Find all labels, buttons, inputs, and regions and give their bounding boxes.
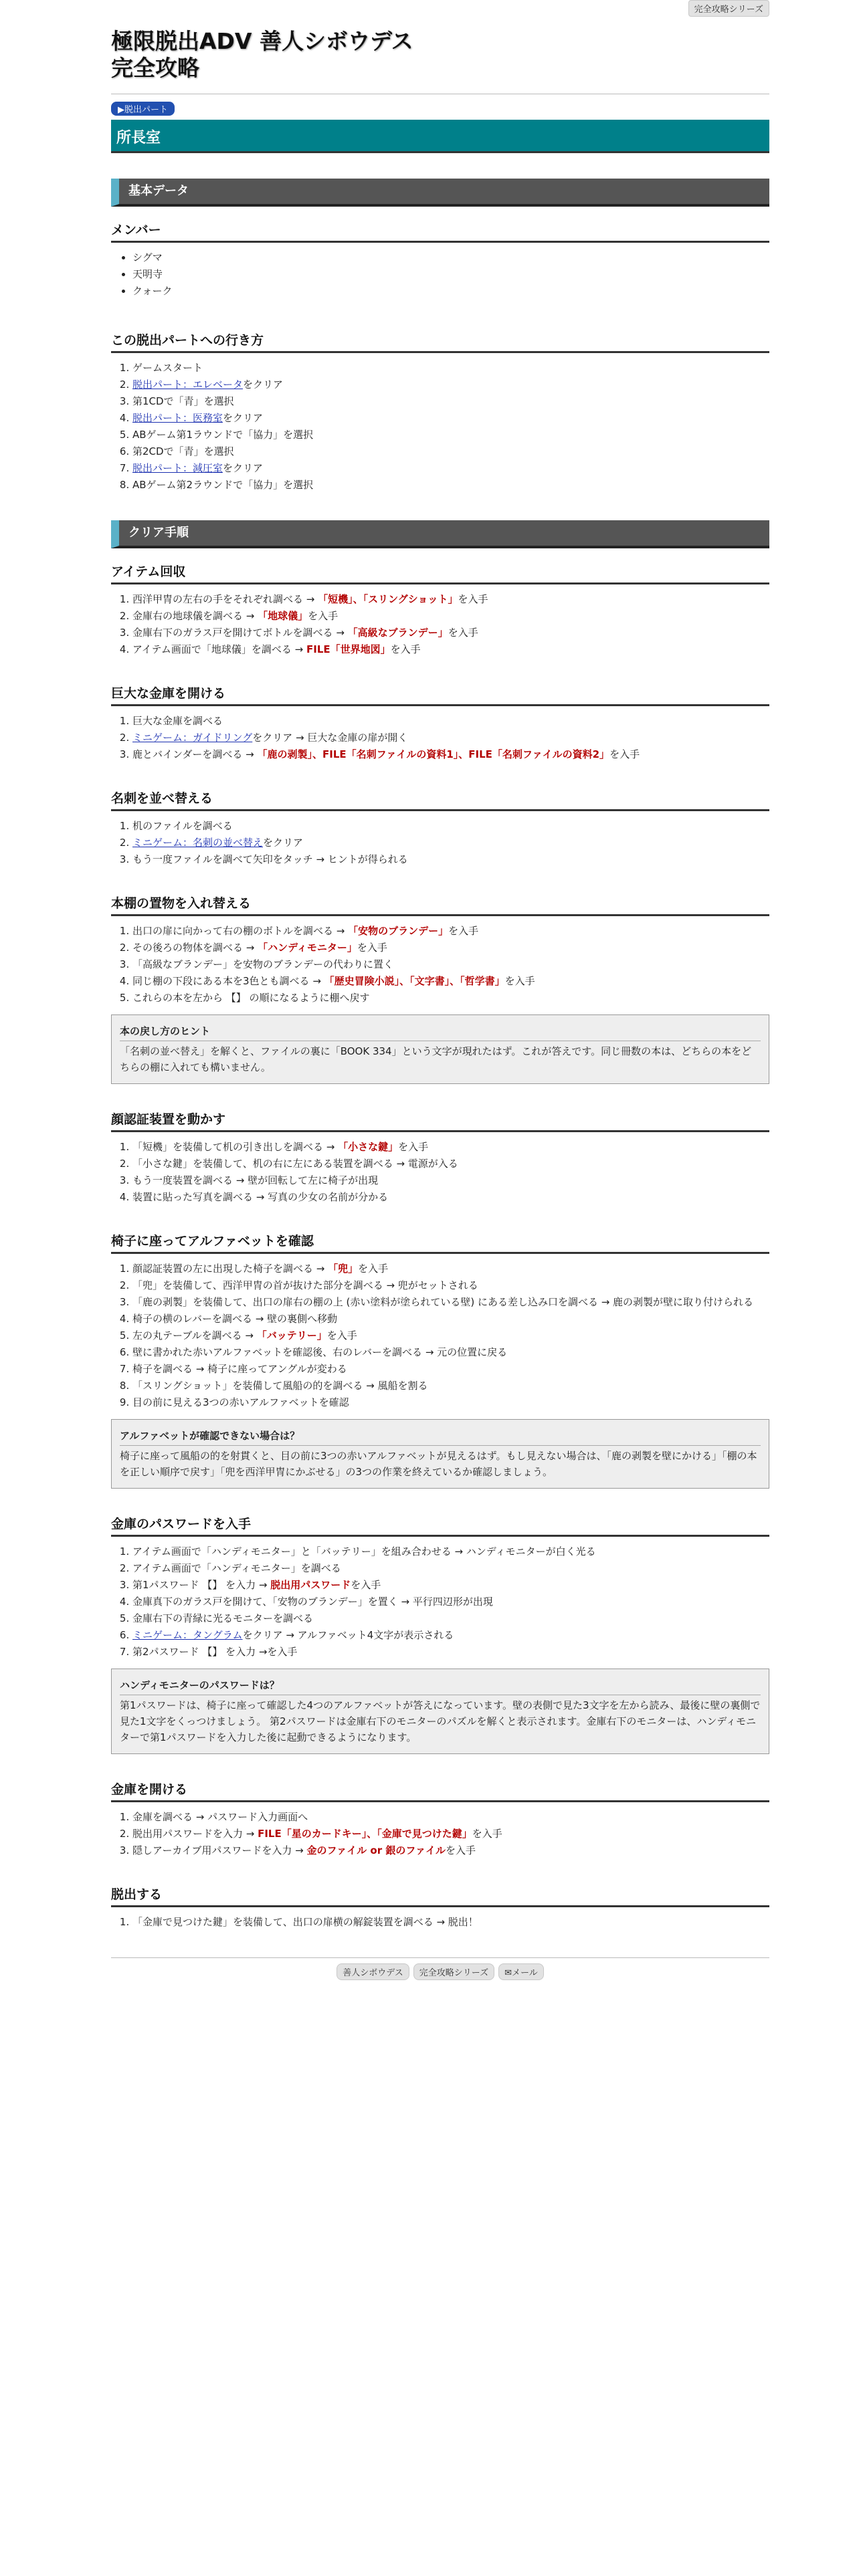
route-step [132, 410, 769, 427]
item-step-text: 西洋甲冑の左右の手をそれぞれ調べる → [132, 593, 318, 605]
item-step-text: 金庫右下のガラス戸を開けてボトルを調べる → [132, 627, 348, 639]
cards-step-link[interactable]: ミニゲーム：名刺の並べ替え [132, 837, 264, 849]
face-step [132, 1156, 769, 1172]
password-step [132, 1594, 769, 1610]
alphabet-hint-title: アルファベットが確認できない場合は？ [120, 1428, 761, 1446]
face-step-text: 「小さな鍵」を装備して、机の右に左にある装置を調べる → 電源が入る [132, 1158, 458, 1170]
face-step-text: もう一度装置を調べる → 壁が回転して左に椅子が出現 [132, 1174, 379, 1186]
items-list [111, 591, 769, 658]
alpha-step [132, 1394, 769, 1411]
route-step-text: をクリア [243, 379, 284, 391]
title-line-1: 極限脱出ADV 善人シボウデス [111, 28, 413, 54]
alpha-step-text: 椅子の横のレバーを調べる → 壁の裏側へ移動 [132, 1313, 338, 1325]
alpha-step [132, 1311, 769, 1327]
password-step-text: 金庫右下の青緑に光るモニターを調べる [132, 1612, 314, 1624]
cards-step [132, 818, 769, 835]
password-step [132, 1560, 769, 1577]
password-hint-body: 第1パスワードは、椅子に座って確認した4つのアルファベットが答えになっています。壁の表側で見た3文字を左から読み、最後に壁の裏側で見た1文字をくっつけましょう。 第2パスワードは金庫右下のモニターのパズルを解くと表示されます。金庫右下のモニターは、ハンディモニターで第1パスワードを入力した後に起動できるようになります。 [120, 1699, 761, 1743]
route-list [111, 360, 769, 494]
item-step-highlight: FILE「世界地図」 [306, 643, 391, 655]
cards-step-text: もう一度ファイルを調べて矢印をタッチ → ヒントが得られる [132, 853, 408, 865]
password-step-text: を入手 [267, 1646, 298, 1658]
footer-divider [111, 1957, 769, 1958]
shelf-step-text: を入手 [448, 925, 479, 937]
route-step-text: ゲームスタート [132, 362, 203, 374]
safe-step-text: 金庫を調べる → パスワード入力画面へ [132, 1811, 308, 1823]
shelf-step-highlight: 「安物のブランデー」 [348, 925, 449, 937]
main-content [111, 0, 769, 1980]
alphabet-hint-body: 椅子に座って風船の的を射貫くと、目の前に3つの赤いアルファベットが見えるはず。もし見えない場合は、「鹿の剥製を壁にかける」「棚の本を正しい順序で戻す」「兜を西洋甲冑にかぶせる」の3つの作業を終えているか確認しましょう。 [120, 1450, 757, 1478]
shelf-step [132, 990, 769, 1006]
cards-step [132, 851, 769, 868]
face-step [132, 1172, 769, 1189]
safe-step-highlight: FILE「星のカードキー」、「金庫で見つけた鍵」 [258, 1828, 472, 1840]
footer-link[interactable]: ✉メール [498, 1963, 544, 1980]
safe-step-text: 隠しアーカイブ用パスワードを入力 → [132, 1844, 307, 1856]
route-step [132, 443, 769, 460]
footer [111, 1963, 769, 1980]
cards-step-text: 机のファイルを調べる [132, 820, 233, 832]
password-list [111, 1543, 769, 1660]
face-step [132, 1189, 769, 1206]
vault-step [132, 730, 769, 746]
password-step-link[interactable]: ミニゲーム：タングラム [132, 1629, 243, 1641]
safe-heading: 金庫を開ける [111, 1780, 769, 1802]
password-step [132, 1644, 769, 1660]
item-step [132, 591, 769, 608]
alphabet-hint-box [111, 1419, 769, 1489]
route-step [132, 477, 769, 494]
alpha-step-text: 「兜」を装備して、西洋甲冑の首が抜けた部分を調べる → 兜がセットされる [132, 1279, 478, 1291]
alpha-step-text: 左の丸テーブルを調べる → [132, 1329, 257, 1341]
item-step [132, 625, 769, 641]
password-step [132, 1543, 769, 1560]
route-step-link[interactable]: 脱出パート：減圧室 [132, 462, 223, 474]
shelf-step-text: を入手 [504, 975, 535, 987]
member-item: • クォーク [132, 283, 769, 300]
shelf-step-text: 出口の扉に向かって右の棚のボトルを調べる → [132, 925, 349, 937]
route-step-text: 第1CDで「青」を選択 [132, 395, 234, 407]
password-step-text: 第2パスワード 【 [132, 1646, 213, 1658]
shelf-hint-box [111, 1014, 769, 1084]
face-step [132, 1139, 769, 1156]
password-step [132, 1577, 769, 1594]
item-step-text: 金庫右の地球儀を調べる → [132, 610, 258, 622]
password-step-text: 第1パスワード 【 [132, 1579, 213, 1591]
password-hint-box [111, 1669, 769, 1754]
vault-step-text: 巨大な金庫を調べる [132, 715, 223, 727]
shelf-list [111, 923, 769, 1006]
escape-step [132, 1914, 769, 1931]
members-list [111, 249, 769, 300]
vault-step-highlight: 「鹿の剥製」、FILE「名刺ファイルの資料1」、FILE「名刺ファイルの資料2」 [257, 748, 610, 760]
alpha-step [132, 1294, 769, 1311]
alpha-step [132, 1277, 769, 1294]
items-heading: アイテム回収 [111, 562, 769, 584]
password-step-text: 】 を入力 → [212, 1579, 271, 1591]
shelf-heading: 本棚の置物を入れ替える [111, 893, 769, 916]
footer-link[interactable]: 完全攻略シリーズ [413, 1963, 494, 1980]
member-item: • 天明寺 [132, 266, 769, 283]
footer-link[interactable]: 善人シボウデス [337, 1963, 409, 1980]
alpha-step-text: を入手 [358, 1263, 389, 1275]
shelf-hint-body: 「名刺の並べ替え」を解くと、ファイルの裏に「BOOK 334」という文字が現れたはず。これが答えです。同じ冊数の本は、どちらの本をどちらの棚に入れても構いません。 [120, 1045, 752, 1073]
site-title [111, 0, 769, 82]
alpha-step [132, 1327, 769, 1344]
shelf-step-text: その後ろの物体を調べる → [132, 942, 258, 954]
safe-step-text: を入手 [472, 1828, 502, 1840]
clear-steps-band: クリア手順 [111, 520, 769, 548]
route-step-link[interactable]: 脱出パート：医務室 [132, 412, 223, 424]
safe-step [132, 1809, 769, 1826]
breadcrumb-escape-part[interactable]: ▶脱出パート [111, 102, 175, 116]
title-line-2: 完全攻略 [111, 55, 199, 81]
password-step-text: アイテム画面で「ハンディモニター」と「バッテリー」を組み合わせる → ハンディモニターが白く光る [132, 1545, 596, 1558]
shelf-step [132, 973, 769, 990]
route-step-link[interactable]: 脱出パート：エレベータ [132, 379, 244, 391]
item-step-text: を入手 [308, 610, 339, 622]
item-step-highlight: 「地球儀」 [258, 610, 308, 622]
vault-open-heading: 巨大な金庫を開ける [111, 683, 769, 706]
password-step-text: をクリア → アルファベット4文字が表示される [242, 1629, 454, 1641]
cards-heading: 名刺を並べ替える [111, 788, 769, 811]
alpha-step-text: を入手 [326, 1329, 357, 1341]
safe-step [132, 1842, 769, 1859]
item-step-highlight: 「高級なブランデー」 [347, 627, 448, 639]
alphabet-list [111, 1261, 769, 1411]
shelf-step-text: 】 の順になるように棚へ戻す [235, 992, 370, 1004]
item-step-text: を入手 [448, 627, 478, 639]
alpha-step [132, 1361, 769, 1378]
shelf-step [132, 923, 769, 940]
alpha-step-text: 椅子を調べる → 椅子に座ってアングルが変わる [132, 1363, 347, 1375]
password-hint-title: ハンディモニターのパスワードは？ [120, 1677, 761, 1695]
alpha-step-text: 「スリングショット」を装備して風船の的を調べる → 風船を割る [132, 1380, 428, 1392]
face-heading: 顔認証装置を動かす [111, 1109, 769, 1132]
series-badge[interactable]: 完全攻略シリーズ [688, 0, 769, 17]
escape-step-text: 「金庫で見つけた鍵」を装備して、出口の扉横の解錠装置を調べる → 脱出！ [132, 1916, 478, 1928]
face-step-text: を入手 [398, 1141, 429, 1153]
vault-open-list [111, 713, 769, 763]
route-step [132, 377, 769, 393]
alpha-step-text: 壁に書かれた赤いアルファベットを確認後、右のレバーを調べる → 元の位置に戻る [132, 1346, 508, 1358]
escape-list [111, 1914, 769, 1931]
route-step [132, 360, 769, 377]
shelf-step-highlight: 「歴史冒険小説」、「文字書」、「哲学書」 [324, 975, 505, 987]
vault-step-text: をクリア → 巨大な金庫の扉が開く [252, 732, 408, 744]
members-heading: メンバー [111, 220, 769, 243]
shelf-step-text: を入手 [357, 942, 387, 954]
shelf-step [132, 956, 769, 973]
item-step-text: を入手 [390, 643, 421, 655]
cards-step-text: をクリア [263, 837, 304, 849]
room-title: 所長室 [111, 120, 769, 153]
cards-step [132, 835, 769, 851]
item-step-text: アイテム画面で「地球儀」を調べる → [132, 643, 307, 655]
password-step [132, 1627, 769, 1644]
safe-step-highlight: 金のファイル or 銀のファイル [306, 1844, 446, 1856]
route-step-text: ABゲーム第2ラウンドで「協力」を選択 [132, 479, 314, 491]
shelf-hint-title: 本の戻し方のヒント [120, 1023, 761, 1041]
route-step-text: ABゲーム第1ラウンドで「協力」を選択 [132, 429, 314, 441]
item-step-text: を入手 [458, 593, 488, 605]
escape-heading: 脱出する [111, 1885, 769, 1907]
vault-step [132, 713, 769, 730]
cards-list [111, 818, 769, 868]
alpha-step-highlight: 「兜」 [328, 1263, 359, 1275]
safe-step-text: を入手 [446, 1844, 476, 1856]
vault-step [132, 746, 769, 763]
vault-step-text: を入手 [609, 748, 640, 760]
shelf-step [132, 940, 769, 956]
item-step [132, 641, 769, 658]
shelf-step-text: 同じ棚の下段にある本を3色とも調べる → [132, 975, 324, 987]
route-heading: この脱出パートへの行き方 [111, 330, 769, 353]
route-step [132, 460, 769, 477]
alpha-step-text: 顔認証装置の左に出現した椅子を調べる → [132, 1263, 328, 1275]
item-step-highlight: 「短機」、「スリングショット」 [318, 593, 458, 605]
safe-step [132, 1826, 769, 1842]
item-step [132, 608, 769, 625]
shelf-step-text: 「高級なブランデー」を安物のブランデーの代わりに置く [132, 958, 394, 970]
member-item: • シグマ [132, 249, 769, 266]
basic-data-band: 基本データ [111, 179, 769, 207]
route-step [132, 393, 769, 410]
password-step-highlight: 脱出用パスワード [270, 1579, 351, 1591]
shelf-step-text: これらの本を左から 【 [132, 992, 236, 1004]
password-step-text: を入手 [351, 1579, 381, 1591]
alpha-step [132, 1261, 769, 1277]
route-step [132, 427, 769, 443]
vault-step-text: 鹿とバインダーを調べる → [132, 748, 258, 760]
route-step-text: 第2CDで「青」を選択 [132, 445, 234, 457]
alpha-step-text: 「鹿の剥製」を装備して、出口の扉右の棚の上 (赤い塗料が塗られている壁) にある差し込み口を調べる → 鹿の剥製が壁に取り付けられる [132, 1296, 754, 1308]
password-heading: 金庫のパスワードを入手 [111, 1514, 769, 1537]
alpha-step [132, 1378, 769, 1394]
alpha-step-highlight: 「バッテリー」 [256, 1329, 327, 1341]
vault-step-link[interactable]: ミニゲーム：ガイドリング [132, 732, 253, 744]
alphabet-heading: 椅子に座ってアルファベットを確認 [111, 1231, 769, 1254]
password-step-text: 】 を入力 → [212, 1646, 268, 1658]
face-step-text: 装置に貼った写真を調べる → 写真の少女の名前が分かる [132, 1191, 389, 1203]
safe-step-text: 脱出用パスワードを入力 → [132, 1828, 258, 1840]
safe-list [111, 1809, 769, 1859]
alpha-step-text: 目の前に見える3つの赤いアルファベットを確認 [132, 1396, 349, 1408]
face-step-highlight: 「小さな鍵」 [338, 1141, 399, 1153]
alpha-step [132, 1344, 769, 1361]
face-step-text: 「短機」を装備して机の引き出しを調べる → [132, 1141, 339, 1153]
route-step-text: をクリア [223, 412, 264, 424]
face-list [111, 1139, 769, 1206]
password-step [132, 1610, 769, 1627]
shelf-step-highlight: 「ハンディモニター」 [258, 942, 357, 954]
password-step-text: アイテム画面で「ハンディモニター」を調べる [132, 1562, 341, 1574]
route-step-text: をクリア [223, 462, 264, 474]
password-step-text: 金庫真下のガラス戸を開けて、「安物のブランデー」を置く → 平行四辺形が出現 [132, 1596, 493, 1608]
